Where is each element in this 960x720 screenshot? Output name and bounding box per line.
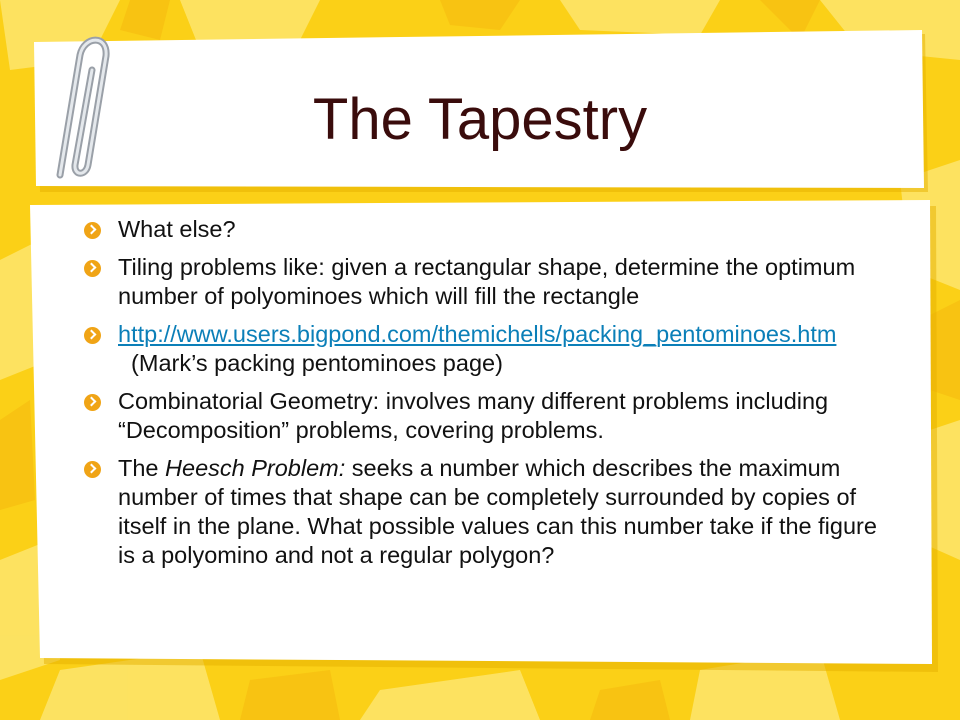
bullet-list bbox=[84, 215, 884, 579]
bullet-icon bbox=[84, 461, 101, 478]
slide-title: The Tapestry bbox=[312, 87, 648, 152]
bullet-combinatorial-geometry bbox=[84, 387, 884, 445]
bullet-prefix: The bbox=[118, 455, 166, 481]
link-description: (Mark’s packing pentominoes page) bbox=[118, 350, 503, 376]
bullet-tiling-problems bbox=[84, 253, 884, 311]
bullet-heesch-problem bbox=[84, 454, 884, 570]
bullet-icon bbox=[84, 222, 101, 239]
bullet-text: seeks a number which describes the maximum number of times that shape can be completely surrounded by copies of itself in the plane. What possible values can this number take if the figure is a polyomino and not a regular polygon? bbox=[118, 455, 877, 568]
bullet-icon bbox=[84, 327, 101, 344]
bullet-text: Tiling problems like: given a rectangular shape, determine the optimum number of polyominoes which will fill the rectangle bbox=[118, 254, 856, 309]
bullet-text: Combinatorial Geometry: involves many different problems including “Decomposition” problems, covering problems. bbox=[118, 388, 829, 443]
bullet-icon bbox=[84, 394, 101, 411]
bullet-what-else bbox=[84, 215, 884, 244]
bullet-icon bbox=[84, 260, 101, 277]
bullet-text: What else? bbox=[118, 216, 236, 242]
bullet-packing-link bbox=[84, 320, 884, 378]
pentominoes-link[interactable]: http://www.users.bigpond.com/themichells/packing_pentominoes.htm bbox=[118, 321, 837, 347]
heesch-problem-term: Heesch Problem: bbox=[165, 455, 346, 481]
